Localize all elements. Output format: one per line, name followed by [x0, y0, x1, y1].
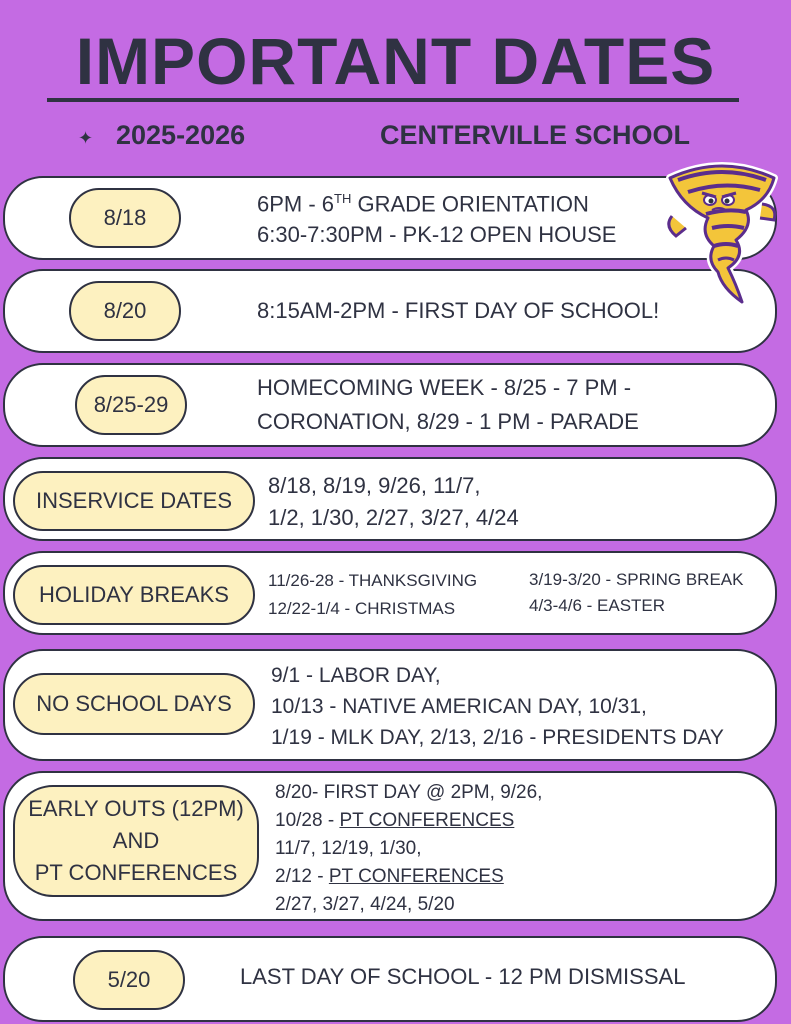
- row-text-line: 8:15AM-2PM - FIRST DAY OF SCHOOL!: [257, 298, 660, 323]
- row-no-school: [3, 649, 777, 761]
- title-underline: [47, 98, 739, 102]
- row-text-line: 8/18, 8/19, 9/26, 11/7,: [268, 473, 481, 498]
- row-last-day: [3, 936, 777, 1022]
- row-text-line: 11/7, 12/19, 1/30,: [275, 838, 422, 859]
- tornado-mascot-icon: [662, 156, 782, 306]
- row-text-line: 2/12 - PT CONFERENCES: [275, 866, 504, 887]
- sparkle-icon: ✦: [78, 128, 94, 148]
- label-line: AND: [112, 828, 160, 853]
- row-text-line: 6:30-7:30PM - PK-12 OPEN HOUSE: [257, 222, 617, 247]
- date-pill: 8/25-29: [75, 375, 187, 435]
- label-pill: [13, 785, 259, 897]
- row-text-line: 6PM - 6TH GRADE ORIENTATION: [257, 191, 589, 217]
- row-text-line: 9/1 - LABOR DAY,: [271, 664, 441, 687]
- row-text-line: 1/19 - MLK DAY, 2/13, 2/16 - PRESIDENTS DAY: [271, 726, 724, 749]
- row-text-line: 8/20- FIRST DAY @ 2PM, 9/26,: [275, 782, 543, 803]
- label-pill: NO SCHOOL DAYS: [13, 673, 255, 735]
- row-text-line: 11/26-28 - THANKSGIVING: [268, 571, 478, 590]
- row-holiday-breaks: [3, 551, 777, 635]
- label-pill: INSERVICE DATES: [13, 471, 255, 531]
- date-pill: 5/20: [73, 950, 185, 1010]
- row-text-line: 3/19-3/20 - SPRING BREAK: [529, 570, 744, 589]
- row-orientation: [3, 176, 777, 260]
- row-text-line: CORONATION, 8/29 - 1 PM - PARADE: [257, 409, 639, 434]
- row-text-line: 4/3-4/6 - EASTER: [529, 596, 666, 615]
- row-text-line: HOMECOMING WEEK - 8/25 - 7 PM -: [257, 375, 632, 400]
- label-line: PT CONFERENCES: [34, 860, 238, 885]
- row-first-day: [3, 269, 777, 353]
- row-text-line: 1/2, 1/30, 2/27, 3/27, 4/24: [268, 505, 519, 530]
- school-year: 2025-2026: [116, 120, 246, 150]
- pt-conferences-link[interactable]: PT CONFERENCES: [339, 810, 515, 831]
- pt-conferences-link[interactable]: PT CONFERENCES: [328, 866, 504, 887]
- label-pill: HOLIDAY BREAKS: [13, 565, 255, 625]
- row-text-line: 10/28 - PT CONFERENCES: [275, 810, 515, 831]
- date-pill: 8/18: [69, 188, 181, 248]
- row-homecoming: [3, 363, 777, 447]
- page-title: IMPORTANT DATES: [75, 24, 716, 98]
- row-inservice: [3, 457, 777, 541]
- date-pill: 8/20: [69, 281, 181, 341]
- row-text-line: LAST DAY OF SCHOOL - 12 PM DISMISSAL: [240, 964, 686, 989]
- row-text-line: 10/13 - NATIVE AMERICAN DAY, 10/31,: [271, 695, 647, 718]
- row-early-outs: [3, 771, 777, 921]
- school-name: CENTERVILLE SCHOOL: [380, 120, 691, 150]
- row-text-line: 12/22-1/4 - CHRISTMAS: [268, 599, 456, 618]
- row-text-line: 2/27, 3/27, 4/24, 5/20: [275, 894, 455, 915]
- label-line: EARLY OUTS (12PM): [28, 796, 244, 821]
